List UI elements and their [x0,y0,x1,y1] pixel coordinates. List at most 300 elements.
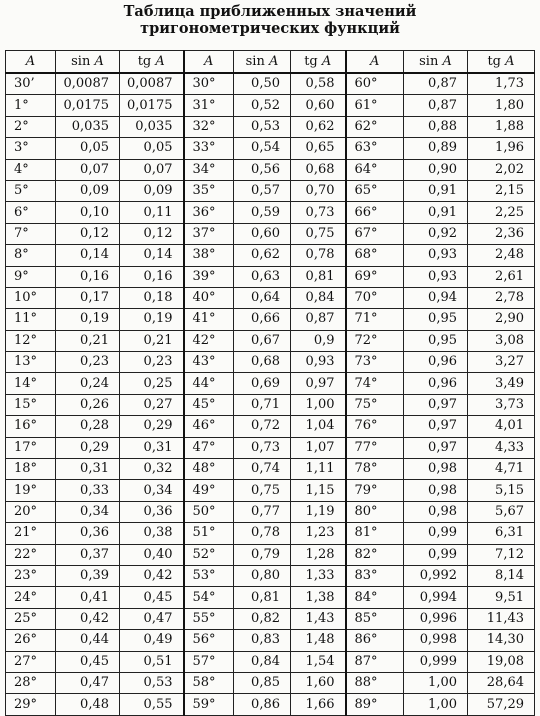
column-header-variable: A [268,53,279,69]
tg-value-cell: 1,28 [291,544,346,565]
tg-value-cell: 1,04 [291,416,346,437]
sin-value-cell: 0,53 [234,116,291,137]
sin-value-cell: 0,87 [404,95,468,116]
tg-value-cell: 0,31 [120,437,184,458]
angle-cell: 41° [184,309,234,330]
sin-value-cell: 0,36 [56,523,120,544]
column-header-variable: A [94,53,104,69]
sin-value-cell: 0,07 [56,159,120,180]
column-header-variable: A [155,53,165,69]
angle-cell: 57° [184,651,234,672]
angle-cell: 76° [346,416,404,437]
sin-value-cell: 0,035 [56,116,120,137]
angle-cell: 40° [184,287,234,308]
column-header-prefix: tg [304,53,322,69]
angle-cell: 10° [6,287,56,308]
angle-cell: 68° [346,245,404,266]
column-header-sin [234,51,291,74]
angle-cell: 33° [184,138,234,159]
angle-cell: 53° [184,565,234,586]
sin-value-cell: 0,41 [56,587,120,608]
tg-value-cell: 0,05 [120,138,184,159]
tg-value-cell: 0,93 [291,352,346,373]
title-line-2: тригонометрических функций [140,20,400,37]
sin-value-cell: 0,44 [56,630,120,651]
sin-value-cell: 0,94 [404,287,468,308]
angle-cell: 6° [6,202,56,223]
title-line-1: Таблица приближенных значений [123,3,417,20]
angle-cell: 28° [6,672,56,693]
angle-cell: 58° [184,672,234,693]
sin-value-cell: 0,64 [234,287,291,308]
table-row [6,587,535,608]
sin-value-cell: 0,60 [234,223,291,244]
sin-value-cell: 0,90 [404,159,468,180]
angle-cell: 30’ [6,73,56,95]
column-header-variable: A [442,53,452,69]
tg-value-cell: 1,11 [291,459,346,480]
angle-cell: 25° [6,608,56,629]
angle-cell: 67° [346,223,404,244]
sin-value-cell: 0,74 [234,459,291,480]
tg-value-cell: 3,49 [468,373,535,394]
angle-cell: 87° [346,651,404,672]
angle-cell: 62° [346,116,404,137]
sin-value-cell: 0,93 [404,266,468,287]
column-header-prefix: tg [487,53,506,69]
sin-value-cell: 0,57 [234,180,291,201]
sin-value-cell: 0,999 [404,651,468,672]
angle-cell: 81° [346,523,404,544]
tg-value-cell: 0,84 [291,287,346,308]
sin-value-cell: 0,63 [234,266,291,287]
column-header-variable: A [25,53,36,69]
sin-value-cell: 0,21 [56,330,120,351]
tg-value-cell: 5,67 [468,501,535,522]
sin-value-cell: 0,17 [56,287,120,308]
tg-value-cell: 2,90 [468,309,535,330]
angle-cell: 2° [6,116,56,137]
angle-cell: 3° [6,138,56,159]
sin-value-cell: 0,80 [234,565,291,586]
sin-value-cell: 0,12 [56,223,120,244]
tg-value-cell: 2,48 [468,245,535,266]
angle-cell: 17° [6,437,56,458]
tg-value-cell: 1,19 [291,501,346,522]
tg-value-cell: 11,43 [468,608,535,629]
tg-value-cell: 4,01 [468,416,535,437]
angle-cell: 32° [184,116,234,137]
sin-value-cell: 0,19 [56,309,120,330]
tg-value-cell: 0,53 [120,672,184,693]
sin-value-cell: 0,73 [234,437,291,458]
tg-value-cell: 0,34 [120,480,184,501]
tg-value-cell: 1,80 [468,95,535,116]
sin-value-cell: 0,23 [56,352,120,373]
table-row [6,309,535,330]
sin-value-cell: 1,00 [404,672,468,693]
angle-cell: 30° [184,73,234,95]
sin-value-cell: 0,75 [234,480,291,501]
table-row [6,565,535,586]
tg-value-cell: 0,60 [291,95,346,116]
sin-value-cell: 0,996 [404,608,468,629]
table-row [6,416,535,437]
tg-value-cell: 57,29 [468,694,535,715]
angle-cell: 4° [6,159,56,180]
sin-value-cell: 0,77 [234,501,291,522]
sin-value-cell: 0,71 [234,394,291,415]
tg-value-cell: 0,70 [291,180,346,201]
tg-value-cell: 1,15 [291,480,346,501]
sin-value-cell: 0,10 [56,202,120,223]
angle-cell: 45° [184,394,234,415]
table-header-row [6,51,535,74]
angle-cell: 36° [184,202,234,223]
table-row [6,245,535,266]
sin-value-cell: 0,84 [234,651,291,672]
angle-cell: 71° [346,309,404,330]
angle-cell: 7° [6,223,56,244]
tg-value-cell: 2,15 [468,180,535,201]
column-header-sin [56,51,120,74]
angle-cell: 13° [6,352,56,373]
tg-value-cell: 2,78 [468,287,535,308]
table-row [6,180,535,201]
angle-cell: 8° [6,245,56,266]
angle-cell: 38° [184,245,234,266]
tg-value-cell: 9,51 [468,587,535,608]
angle-cell: 39° [184,266,234,287]
angle-cell: 19° [6,480,56,501]
column-header-tg [291,51,346,74]
table-row [6,330,535,351]
sin-value-cell: 0,95 [404,309,468,330]
table-row [6,138,535,159]
tg-value-cell: 0,9 [291,330,346,351]
angle-cell: 37° [184,223,234,244]
sin-value-cell: 0,96 [404,352,468,373]
sin-value-cell: 0,37 [56,544,120,565]
tg-value-cell: 0,29 [120,416,184,437]
sin-value-cell: 0,93 [404,245,468,266]
angle-cell: 54° [184,587,234,608]
angle-cell: 79° [346,480,404,501]
tg-value-cell: 4,71 [468,459,535,480]
tg-value-cell: 0,97 [291,373,346,394]
angle-cell: 46° [184,416,234,437]
sin-value-cell: 0,992 [404,565,468,586]
angle-cell: 89° [346,694,404,715]
angle-cell: 31° [184,95,234,116]
angle-cell: 49° [184,480,234,501]
tg-value-cell: 3,27 [468,352,535,373]
tg-value-cell: 0,23 [120,352,184,373]
tg-value-cell: 3,73 [468,394,535,415]
tg-value-cell: 0,40 [120,544,184,565]
tg-value-cell: 0,0175 [120,95,184,116]
sin-value-cell: 0,31 [56,459,120,480]
angle-cell: 24° [6,587,56,608]
tg-value-cell: 1,43 [291,608,346,629]
tg-value-cell: 0,81 [291,266,346,287]
tg-value-cell: 3,08 [468,330,535,351]
tg-value-cell: 1,73 [468,73,535,95]
tg-value-cell: 0,38 [120,523,184,544]
angle-cell: 72° [346,330,404,351]
tg-value-cell: 0,0087 [120,73,184,95]
table-row [6,202,535,223]
tg-value-cell: 1,96 [468,138,535,159]
sin-value-cell: 0,79 [234,544,291,565]
angle-cell: 11° [6,309,56,330]
angle-cell: 34° [184,159,234,180]
tg-value-cell: 0,09 [120,180,184,201]
column-header-variable: A [321,53,332,69]
sin-value-cell: 0,62 [234,245,291,266]
tg-value-cell: 0,19 [120,309,184,330]
angle-cell: 64° [346,159,404,180]
angle-cell: 75° [346,394,404,415]
table-row [6,694,535,715]
angle-cell: 27° [6,651,56,672]
sin-value-cell: 0,91 [404,202,468,223]
tg-value-cell: 0,07 [120,159,184,180]
column-header-tg [468,51,535,74]
angle-cell: 77° [346,437,404,458]
tg-value-cell: 0,73 [291,202,346,223]
tg-value-cell: 2,02 [468,159,535,180]
tg-value-cell: 0,14 [120,245,184,266]
angle-cell: 5° [6,180,56,201]
tg-value-cell: 1,60 [291,672,346,693]
tg-value-cell: 0,78 [291,245,346,266]
table-body [6,73,535,715]
sin-value-cell: 0,86 [234,694,291,715]
column-header-variable: A [370,53,380,69]
angle-cell: 59° [184,694,234,715]
sin-value-cell: 0,16 [56,266,120,287]
tg-value-cell: 0,65 [291,138,346,159]
sin-value-cell: 0,998 [404,630,468,651]
table-row [6,287,535,308]
sin-value-cell: 1,00 [404,694,468,715]
sin-value-cell: 0,0175 [56,95,120,116]
tg-value-cell: 6,31 [468,523,535,544]
sin-value-cell: 0,85 [234,672,291,693]
tg-value-cell: 1,23 [291,523,346,544]
tg-value-cell: 7,12 [468,544,535,565]
sin-value-cell: 0,67 [234,330,291,351]
table-row [6,480,535,501]
sin-value-cell: 0,99 [404,544,468,565]
angle-cell: 18° [6,459,56,480]
tg-value-cell: 2,61 [468,266,535,287]
angle-cell: 56° [184,630,234,651]
sin-value-cell: 0,54 [234,138,291,159]
sin-value-cell: 0,95 [404,330,468,351]
sin-value-cell: 0,48 [56,694,120,715]
tg-value-cell: 0,25 [120,373,184,394]
sin-value-cell: 0,994 [404,587,468,608]
tg-value-cell: 1,38 [291,587,346,608]
column-header-angle [184,51,234,74]
sin-value-cell: 0,14 [56,245,120,266]
angle-cell: 69° [346,266,404,287]
tg-value-cell: 0,32 [120,459,184,480]
angle-cell: 82° [346,544,404,565]
angle-cell: 85° [346,608,404,629]
angle-cell: 55° [184,608,234,629]
sin-value-cell: 0,66 [234,309,291,330]
angle-cell: 83° [346,565,404,586]
sin-value-cell: 0,42 [56,608,120,629]
tg-value-cell: 0,21 [120,330,184,351]
sin-value-cell: 0,97 [404,437,468,458]
angle-cell: 78° [346,459,404,480]
angle-cell: 66° [346,202,404,223]
tg-value-cell: 0,11 [120,202,184,223]
tg-value-cell: 0,12 [120,223,184,244]
tg-value-cell: 0,49 [120,630,184,651]
column-header-prefix: tg [137,53,156,69]
column-header-variable: A [204,53,214,69]
angle-cell: 51° [184,523,234,544]
angle-cell: 29° [6,694,56,715]
sin-value-cell: 0,26 [56,394,120,415]
sin-value-cell: 0,05 [56,138,120,159]
angle-cell: 9° [6,266,56,287]
sin-value-cell: 0,72 [234,416,291,437]
tg-value-cell: 0,68 [291,159,346,180]
trig-table [5,50,535,716]
table-row [6,223,535,244]
tg-value-cell: 28,64 [468,672,535,693]
tg-value-cell: 8,14 [468,565,535,586]
tg-value-cell: 0,035 [120,116,184,137]
sin-value-cell: 0,91 [404,180,468,201]
sin-value-cell: 0,98 [404,501,468,522]
angle-cell: 84° [346,587,404,608]
angle-cell: 26° [6,630,56,651]
sin-value-cell: 0,88 [404,116,468,137]
angle-cell: 63° [346,138,404,159]
tg-value-cell: 5,15 [468,480,535,501]
sin-value-cell: 0,56 [234,159,291,180]
angle-cell: 20° [6,501,56,522]
tg-value-cell: 0,42 [120,565,184,586]
tg-value-cell: 1,48 [291,630,346,651]
sin-value-cell: 0,29 [56,437,120,458]
tg-value-cell: 1,54 [291,651,346,672]
sin-value-cell: 0,28 [56,416,120,437]
table-row [6,672,535,693]
table-row [6,459,535,480]
tg-value-cell: 0,36 [120,501,184,522]
tg-value-cell: 0,87 [291,309,346,330]
page-title [0,0,540,44]
sin-value-cell: 0,45 [56,651,120,672]
angle-cell: 43° [184,352,234,373]
sin-value-cell: 0,24 [56,373,120,394]
tg-value-cell: 1,00 [291,394,346,415]
angle-cell: 86° [346,630,404,651]
angle-cell: 14° [6,373,56,394]
column-header-prefix: sin [245,53,269,69]
tg-value-cell: 0,51 [120,651,184,672]
sin-value-cell: 0,98 [404,459,468,480]
sin-value-cell: 0,68 [234,352,291,373]
sin-value-cell: 0,96 [404,373,468,394]
tg-value-cell: 0,16 [120,266,184,287]
sin-value-cell: 0,92 [404,223,468,244]
tg-value-cell: 0,75 [291,223,346,244]
column-header-prefix: sin [419,53,443,69]
sin-value-cell: 0,78 [234,523,291,544]
angle-cell: 44° [184,373,234,394]
tg-value-cell: 1,33 [291,565,346,586]
angle-cell: 42° [184,330,234,351]
table-row [6,501,535,522]
sin-value-cell: 0,83 [234,630,291,651]
tg-value-cell: 1,07 [291,437,346,458]
sin-value-cell: 0,69 [234,373,291,394]
tg-value-cell: 0,18 [120,287,184,308]
table-row [6,116,535,137]
angle-cell: 21° [6,523,56,544]
angle-cell: 22° [6,544,56,565]
sin-value-cell: 0,87 [404,73,468,95]
sin-value-cell: 0,98 [404,480,468,501]
column-header-angle [6,51,56,74]
sin-value-cell: 0,47 [56,672,120,693]
tg-value-cell: 0,47 [120,608,184,629]
column-header-tg [120,51,184,74]
table-row [6,523,535,544]
angle-cell: 50° [184,501,234,522]
sin-value-cell: 0,50 [234,73,291,95]
sin-value-cell: 0,81 [234,587,291,608]
angle-cell: 23° [6,565,56,586]
tg-value-cell: 2,25 [468,202,535,223]
tg-value-cell: 0,62 [291,116,346,137]
angle-cell: 52° [184,544,234,565]
sin-value-cell: 0,52 [234,95,291,116]
table-row [6,266,535,287]
sin-value-cell: 0,0087 [56,73,120,95]
angle-cell: 80° [346,501,404,522]
tg-value-cell: 1,66 [291,694,346,715]
sin-value-cell: 0,97 [404,416,468,437]
table-row [6,437,535,458]
table-row [6,651,535,672]
tg-value-cell: 2,36 [468,223,535,244]
column-header-prefix: sin [71,53,95,69]
angle-cell: 73° [346,352,404,373]
table-row [6,394,535,415]
angle-cell: 47° [184,437,234,458]
sin-value-cell: 0,39 [56,565,120,586]
sin-value-cell: 0,89 [404,138,468,159]
angle-cell: 12° [6,330,56,351]
tg-value-cell: 14,30 [468,630,535,651]
angle-cell: 65° [346,180,404,201]
sin-value-cell: 0,34 [56,501,120,522]
column-header-angle [346,51,404,74]
angle-cell: 48° [184,459,234,480]
angle-cell: 35° [184,180,234,201]
sin-value-cell: 0,33 [56,480,120,501]
